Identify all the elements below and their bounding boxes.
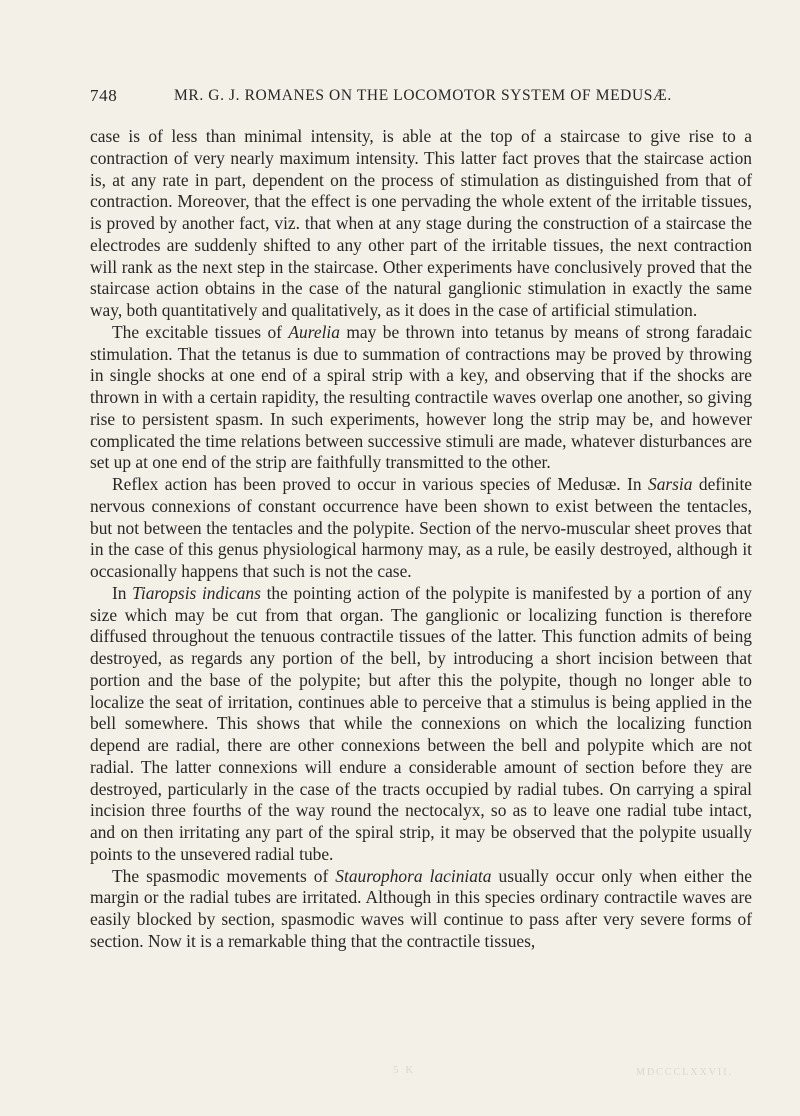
paragraph xyxy=(90,583,752,866)
paragraph xyxy=(90,126,752,322)
text-run: case is of less than minimal intensity, is able at the top of a staircase to give rise to a contraction of very nearly maximum intensity. This latter fact proves that the staircase action is, at any rate in part, dependent on the process of stimulation as distinguished from that of contraction. Moreover, that the effect is one pervading the whole extent of the irritable tissues, is proved by another fact, viz. that when at any stage during the construction of a staircase the electrodes are suddenly shifted to any other part of the irritable tissues, the next contraction will rank as the next step in the staircase. Other experiments have conclusively proved that the staircase action obtains in the case of the natural ganglionic stimulation in exactly the same way, both quantitatively and qualitatively, as it does in the case of artificial stimulation. xyxy=(90,126,752,320)
paragraph xyxy=(90,474,752,583)
running-head: MR. G. J. ROMANES ON THE LOCOMOTOR SYSTEM OF MEDUSÆ. xyxy=(174,87,672,104)
text-run: The spasmodic movements of xyxy=(112,865,336,886)
signature-mark: 5 K xyxy=(393,1064,416,1076)
paragraph xyxy=(90,866,752,953)
text-run: In xyxy=(112,582,133,603)
text-run: Reflex action has been proved to occur in various species of Medusæ. In xyxy=(112,474,648,494)
imprint-year: MDCCCLXXVII. xyxy=(636,1067,734,1078)
italic-term: Sarsia xyxy=(648,474,693,494)
text-run: may be thrown into tetanus by means of strong faradaic stimulation. That the tetanus is due to summation of contractions may be proved by throwing in single shocks at one end of a spiral strip with a key, and observing that if the shocks are thrown in with a certain rapidity, the resulting contractile waves overlap one another, so giving rise to persistent spasm. In such experiments, however long the strip may be, and however complicated the time relations between successive stimuli are made, whatever disturbances are set up at one end of the strip are faithfully transmitted to the other. xyxy=(90,321,752,473)
text-run: definite nervous connexions of constant occurrence have been shown to exist between the tentacles, but not between the tentacles and the polypite. Section of the nervo-muscular sheet proves that in the case of this genus physiological harmony may, as a rule, be easily destroyed, although it occasionally happens that such is not the case. xyxy=(90,474,752,581)
body-text xyxy=(90,126,752,953)
italic-term: Aurelia xyxy=(288,321,340,342)
page-header xyxy=(90,86,750,110)
italic-term: Staurophora laciniata xyxy=(335,865,492,886)
text-run: The excitable tissues of xyxy=(112,321,289,342)
text-run: the pointing action of the polypite is manifested by a portion of any size which may be cut from that organ. The ganglionic or localizing function is therefore diffused throughout the tenuous contractile tissues of the latter. This function admits of being destroyed, as regards any portion of the bell, by introducing a short incision between that portion and the base of the polypite; but after this the polypite, though no longer able to localize the seat of irritation, continues able to perceive that a stimulus is being applied in the bell somewhere. This shows that while the connexions on which the localizing function depend are radial, there are other connexions between the bell and polypite which are not radial. The latter connexions will endure a considerable amount of section before they are destroyed, particularly in the case of the tracts occupied by radial tubes. On carrying a spiral incision three fourths of the way round the nectocalyx, so as to leave one radial tube intact, and on then irritating any part of the spiral strip, it may be observed that the polypite usually points to the unsevered radial tube. xyxy=(90,582,752,864)
italic-term: Tiaropsis indicans xyxy=(132,582,261,603)
page-number: 748 xyxy=(90,86,118,105)
text-run: usually occur only when either the margin or the radial tubes are irritated. Although in this species ordinary contractile waves are easily blocked by section, spasmodic waves will continue to pass after very severe forms of section. Now it is a remarkable thing that the contractile tissues, xyxy=(90,865,752,951)
paragraph xyxy=(90,322,752,474)
